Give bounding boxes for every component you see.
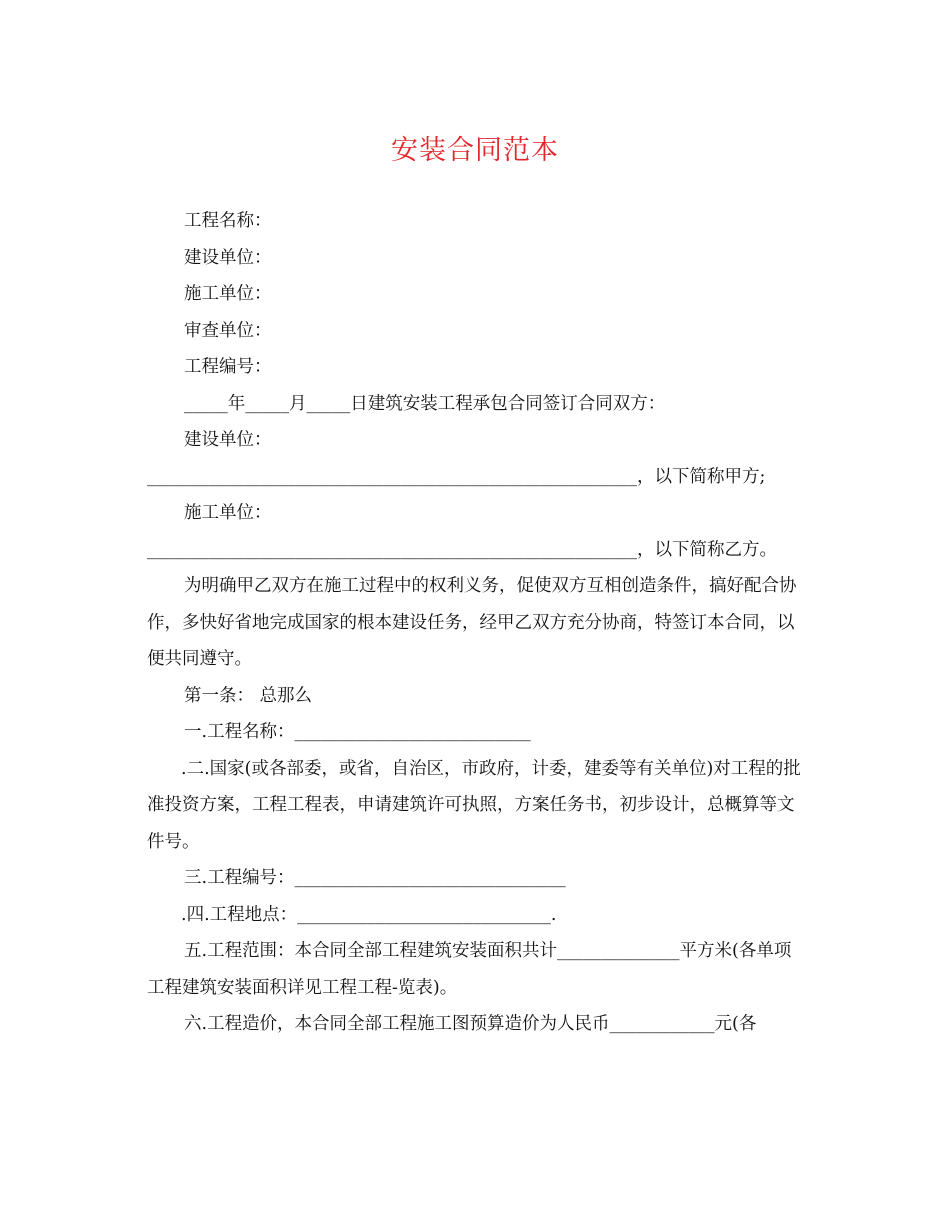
clause-2-approval-docs: .二.国家(或各部委，或省，自治区，市政府，计委，建委等有关单位)对工程的批准投资方案，工程工程表，申请建筑许可执照，方案任务书，初步设计，总概算等文件号。 xyxy=(147,758,801,852)
clause-5-project-scope: 五.工程范围：本合同全部工程建筑安装面积共计______________平方米(各单项工程建筑安装面积详见工程工程-览表)。 xyxy=(147,941,792,998)
party-a-label: 建设单位： xyxy=(184,430,272,450)
article-one-heading: 第一条： 总那么 xyxy=(184,685,313,706)
document-title: 安装合同范本 xyxy=(391,135,559,166)
field-contractor-unit: 施工单位： xyxy=(184,284,272,304)
field-project-number: 工程编号： xyxy=(184,357,272,377)
signing-date-line: _____年_____月_____日建筑安装工程承包合同签订合同双方： xyxy=(184,393,666,414)
field-project-name: 工程名称： xyxy=(184,211,272,231)
party-b-line: ________________________________________________________，以下简称乙方。 xyxy=(147,539,777,560)
field-review-unit: 审查单位： xyxy=(184,320,272,341)
clause-6-project-cost: 六.工程造价，本合同全部工程施工图预算造价为人民币____________元(各 xyxy=(184,1014,757,1034)
document-body xyxy=(147,203,807,1043)
party-b-label: 施工单位： xyxy=(184,503,272,523)
party-a-line: ________________________________________________________，以下简称甲方; xyxy=(147,466,766,487)
preamble-paragraph: 为明确甲乙双方在施工过程中的权利义务，促使双方互相创造条件，搞好配合协作，多快好省地完成国家的根本建设任务，经甲乙双方充分协商，特签订本合同，以便共同遵守。 xyxy=(147,576,797,669)
clause-3-project-number: 三.工程编号：_______________________________ xyxy=(184,868,566,888)
clause-1-project-name: 一.工程名称：___________________________ xyxy=(184,722,531,742)
clause-4-project-location: .四.工程地点：_____________________________. xyxy=(181,904,557,925)
field-construction-unit: 建设单位： xyxy=(184,247,272,268)
